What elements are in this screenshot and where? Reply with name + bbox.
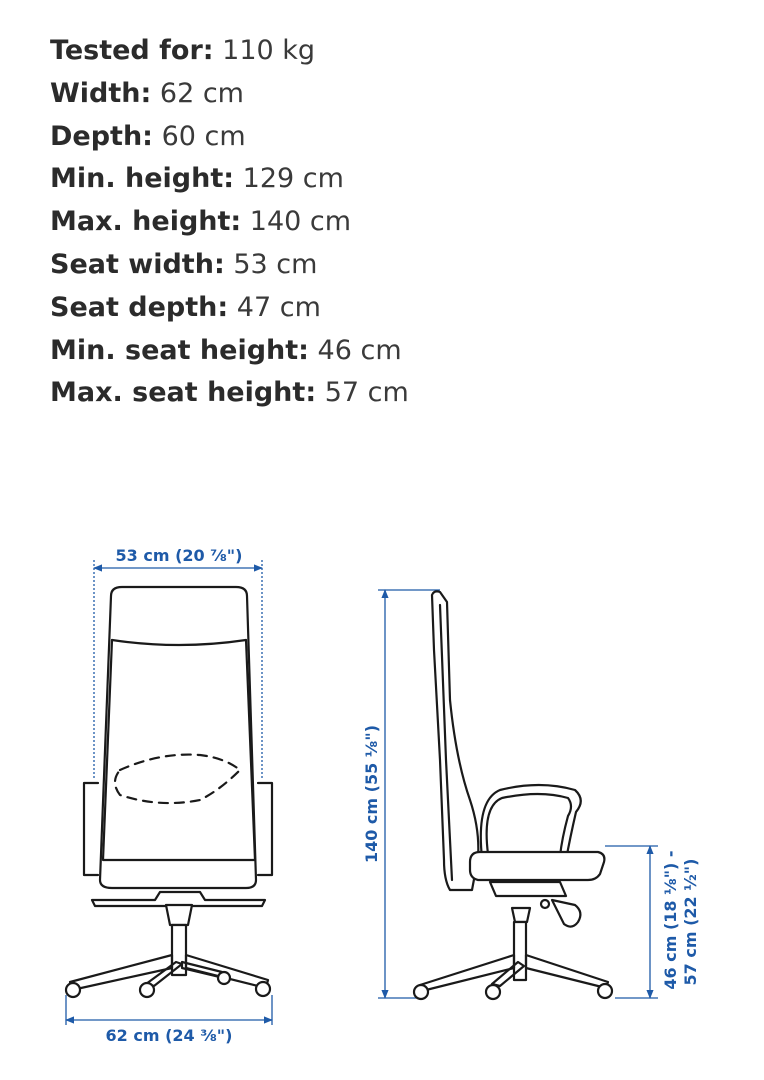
spec-value: 129 cm: [242, 163, 344, 195]
caster: [598, 984, 612, 998]
backrest-outline: [100, 587, 256, 888]
spec-label: Depth:: [50, 120, 153, 152]
backrest-edge: [440, 605, 452, 880]
base-leg: [526, 955, 608, 988]
spec-value: 47 cm: [236, 291, 321, 323]
caster: [414, 985, 428, 999]
armrest-inner: [487, 794, 571, 856]
spec-label: Seat depth:: [50, 291, 229, 323]
spec-value: 62 cm: [159, 77, 244, 109]
seat-height-max-label: 57 cm (22 ½"): [681, 858, 700, 986]
spec-label: Seat width:: [50, 248, 225, 280]
spec-label: Tested for:: [50, 35, 214, 66]
spec-label: Min. seat height:: [50, 334, 309, 366]
spec-label: Width:: [50, 77, 152, 109]
seat-height-min-label: 46 cm (18 ⅛") -: [661, 850, 680, 990]
seat-width-label: 53 cm (20 ⅞"): [115, 546, 243, 565]
spec-label: Max. seat height:: [50, 377, 317, 409]
spec-value: 57 cm: [324, 377, 409, 409]
front-view: [66, 546, 272, 1045]
left-armrest: [84, 783, 98, 875]
seat-cushion: [470, 852, 604, 880]
caster: [256, 982, 270, 996]
spec-value: 46 cm: [317, 334, 402, 366]
gas-lift-column: [514, 922, 526, 980]
spec-value: 60 cm: [161, 120, 246, 152]
backrest-side: [432, 591, 478, 890]
tension-knob: [541, 900, 549, 908]
headrest-seam: [112, 640, 246, 645]
tilt-mechanism: [490, 882, 566, 896]
side-view: [362, 590, 700, 999]
spec-value: 53 cm: [233, 248, 318, 280]
right-armrest: [258, 783, 272, 875]
back-panel: [103, 640, 255, 860]
caster: [486, 985, 500, 999]
adjust-lever: [552, 900, 580, 927]
base-width-label: 62 cm (24 ⅜"): [105, 1026, 233, 1045]
spec-value: 140 cm: [249, 206, 352, 238]
lumbar-support: [115, 755, 240, 803]
max-height-label: 140 cm (55 ⅛"): [362, 724, 381, 864]
caster: [140, 983, 154, 997]
spec-value: 110 kg: [222, 35, 316, 66]
gas-lift-cylinder: [166, 905, 192, 925]
caster: [218, 972, 230, 984]
spec-label: Max. height:: [50, 206, 242, 238]
spec-label: Min. height:: [50, 163, 235, 195]
gas-lift-cylinder: [512, 908, 530, 922]
caster: [66, 983, 80, 997]
